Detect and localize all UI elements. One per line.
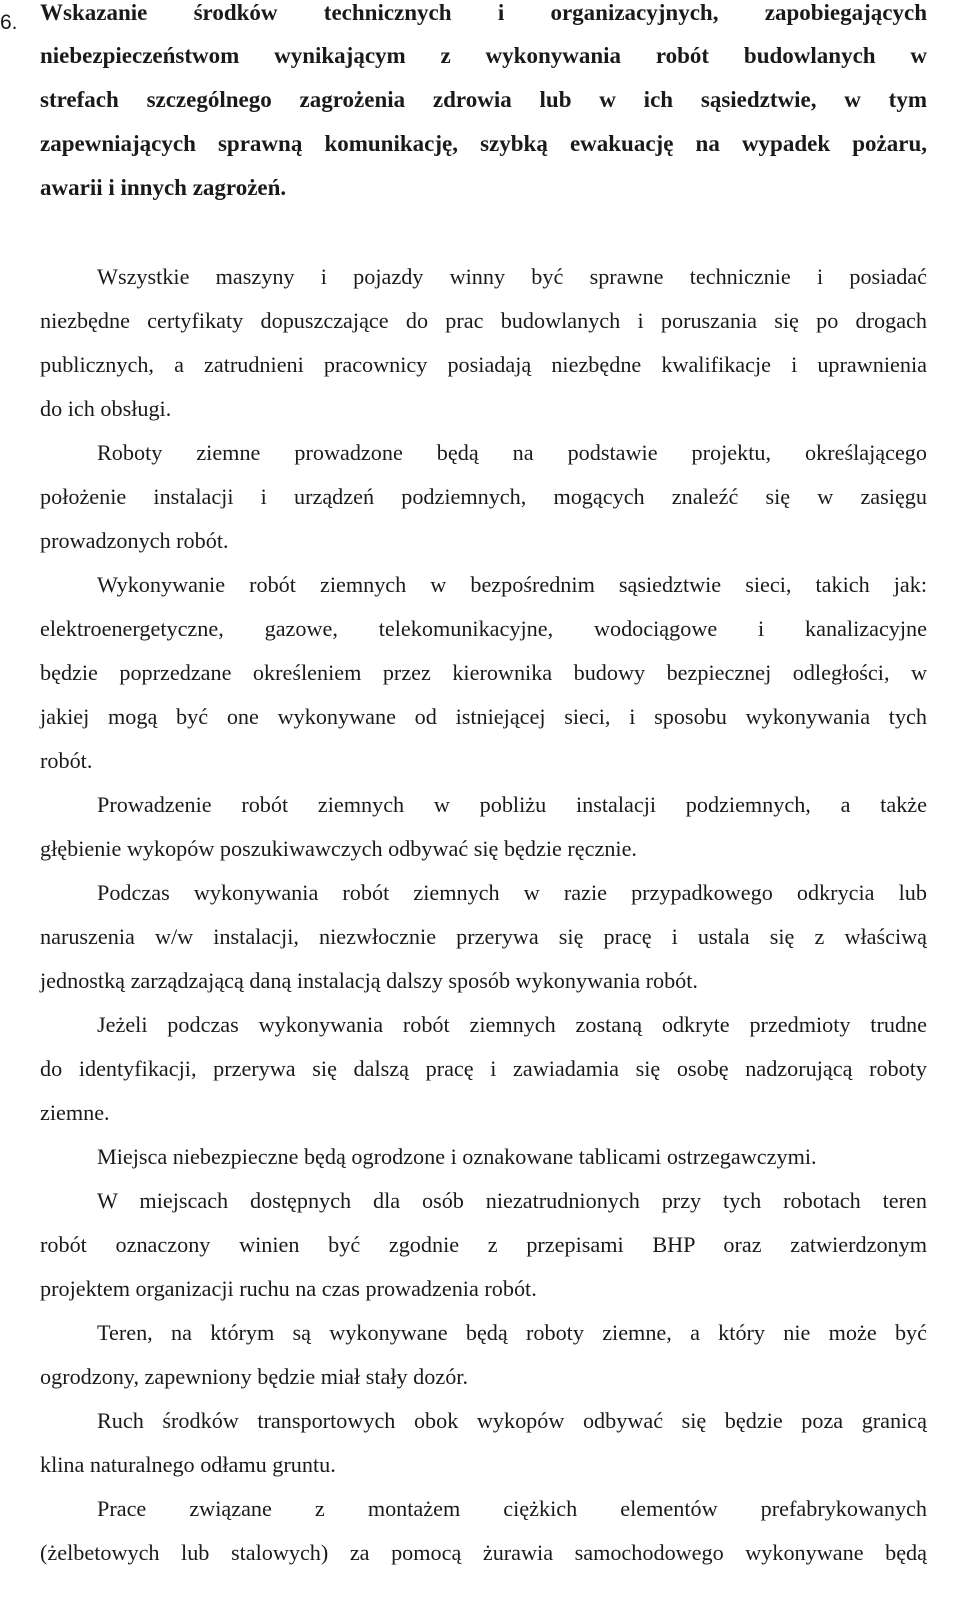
paragraph-line: Ruch środków transportowych obok wykopów odbywać się będzie poza granicą [97,1408,927,1433]
paragraph-line: Wszystkie maszyny i pojazdy winny być sprawne technicznie i posiadać [97,264,927,289]
paragraph-line: jakiej mogą być one wykonywane od istniejącej sieci, i sposobu wykonywania tych [40,704,927,729]
paragraph-line: publicznych, a zatrudnieni pracownicy posiadają niezbędne kwalifikacje i uprawnienia [40,352,927,377]
paragraph-line: głębienie wykopów poszukiwawczych odbywać się będzie ręcznie. [40,836,637,861]
section-number: 6. [0,11,18,34]
paragraph-line: Teren, na którym są wykonywane będą roboty ziemne, a który nie może być [97,1320,927,1345]
paragraph-line: robót oznaczony winien być zgodnie z przepisami BHP oraz zatwierdzonym [40,1232,927,1257]
paragraph-line: prowadzonych robót. [40,528,229,553]
paragraph-line: (żelbetowych lub stalowych) za pomocą żurawia samochodowego wykonywane będą [40,1540,927,1565]
paragraph-line: Miejsca niebezpieczne będą ogrodzone i oznakowane tablicami ostrzegawczymi. [97,1144,817,1169]
paragraph-line: klina naturalnego odłamu gruntu. [40,1452,336,1477]
section-title-line: zapewniających sprawną komunikację, szybką ewakuację na wypadek pożaru, [40,131,927,156]
paragraph-line: Jeżeli podczas wykonywania robót ziemnych zostaną odkryte przedmioty trudne [97,1012,927,1037]
paragraph-line: naruszenia w/w instalacji, niezwłocznie przerywa się pracę i ustala się z właściwą [40,924,927,949]
section-title-line: strefach szczególnego zagrożenia zdrowia lub w ich sąsiedztwie, w tym [40,87,927,112]
paragraph-line: do ich obsługi. [40,396,172,421]
paragraph-line: robót. [40,748,93,773]
paragraph-line: Roboty ziemne prowadzone będą na podstawie projektu, określającego [97,440,927,465]
section-title-line: Wskazanie środków technicznych i organizacyjnych, zapobiegających [40,0,927,25]
paragraph-line: Podczas wykonywania robót ziemnych w razie przypadkowego odkrycia lub [97,880,927,905]
section-title-line: awarii i innych zagrożeń. [40,175,287,200]
paragraph-line: będzie poprzedzane określeniem przez kierownika budowy bezpiecznej odległości, w [40,660,927,685]
section-title-line: niebezpieczeństwom wynikającym z wykonywania robót budowlanych w [40,43,927,68]
paragraph-line: położenie instalacji i urządzeń podziemnych, mogących znaleźć się w zasięgu [40,484,927,509]
paragraph-line: Prace związane z montażem ciężkich elementów prefabrykowanych [97,1496,927,1521]
paragraph-line: projektem organizacji ruchu na czas prowadzenia robót. [40,1276,537,1301]
paragraph-line: W miejscach dostępnych dla osób niezatrudnionych przy tych robotach teren [97,1188,927,1213]
paragraph-line: jednostką zarządzającą daną instalacją dalszy sposób wykonywania robót. [40,968,698,993]
paragraph-line: niezbędne certyfikaty dopuszczające do prac budowlanych i poruszania się po drogach [40,308,927,333]
paragraph-line: Wykonywanie robót ziemnych w bezpośrednim sąsiedztwie sieci, takich jak: [97,572,927,597]
paragraph-line: Prowadzenie robót ziemnych w pobliżu instalacji podziemnych, a także [97,792,927,817]
paragraph-line: elektroenergetyczne, gazowe, telekomunikacyjne, wodociągowe i kanalizacyjne [40,616,927,641]
paragraph-line: ziemne. [40,1100,110,1125]
paragraph-line: ogrodzony, zapewniony będzie miał stały dozór. [40,1364,469,1389]
paragraph-line: do identyfikacji, przerywa się dalszą pracę i zawiadamia się osobę nadzorującą roboty [40,1056,927,1081]
